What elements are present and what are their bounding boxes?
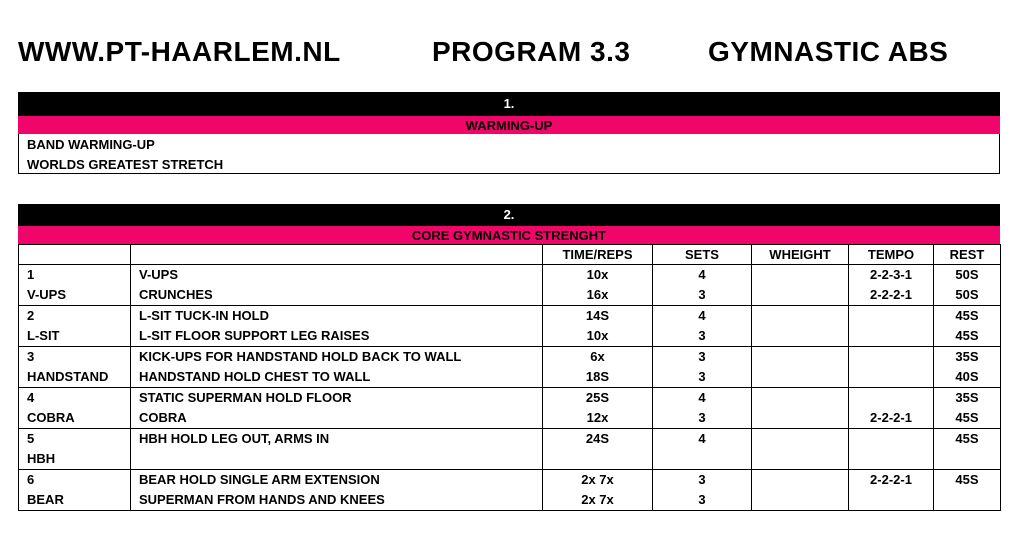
program-subject: GYMNASTIC ABS xyxy=(708,36,949,67)
table-cell: 14S xyxy=(543,306,653,327)
table-cell: 16x xyxy=(543,285,653,306)
table-cell: 3 xyxy=(653,470,752,491)
table-cell: COBRA xyxy=(131,408,543,429)
table-row xyxy=(19,265,1001,286)
table-cell: 3 xyxy=(653,326,752,347)
table-row xyxy=(19,470,1001,491)
table-cell xyxy=(653,449,752,470)
section-warming-up xyxy=(18,92,1000,174)
table-cell: 40S xyxy=(934,367,1001,388)
list-item: WORLDS GREATEST STRETCH xyxy=(27,157,224,172)
table-cell xyxy=(752,285,849,306)
table-cell: 3 xyxy=(653,367,752,388)
table-cell: HANDSTAND xyxy=(19,367,131,388)
table-cell: 35S xyxy=(934,347,1001,368)
table-cell: 10x xyxy=(543,326,653,347)
section-title: WARMING-UP xyxy=(18,116,1000,134)
table-cell xyxy=(752,265,849,286)
table-cell: 25S xyxy=(543,388,653,409)
table-cell xyxy=(131,449,543,470)
table-cell: CRUNCHES xyxy=(131,285,543,306)
table-cell: 18S xyxy=(543,367,653,388)
table-cell: KICK-UPS FOR HANDSTAND HOLD BACK TO WALL xyxy=(131,347,543,368)
table-cell xyxy=(752,449,849,470)
column-header: REST xyxy=(934,245,1001,265)
table-row xyxy=(19,347,1001,368)
table-row xyxy=(19,388,1001,409)
table-row xyxy=(19,367,1001,388)
table-cell xyxy=(543,449,653,470)
table-cell xyxy=(849,449,934,470)
table-cell xyxy=(752,306,849,327)
table-cell: 5 xyxy=(19,429,131,450)
table-cell xyxy=(752,347,849,368)
table-cell: BEAR xyxy=(19,490,131,511)
table-cell: HANDSTAND HOLD CHEST TO WALL xyxy=(131,367,543,388)
table-cell: 4 xyxy=(653,429,752,450)
section-core xyxy=(18,204,1000,511)
table-row xyxy=(19,490,1001,511)
table-cell: BEAR HOLD SINGLE ARM EXTENSION xyxy=(131,470,543,491)
column-header: SETS xyxy=(653,245,752,265)
column-header xyxy=(19,245,131,265)
table-cell xyxy=(849,347,934,368)
section-number: 1. xyxy=(18,92,1000,116)
site-url: WWW.PT-HAARLEM.NL xyxy=(18,36,341,67)
table-cell: 45S xyxy=(934,326,1001,347)
table-cell: 50S xyxy=(934,265,1001,286)
section-number: 2. xyxy=(18,204,1000,226)
table-cell: HBH HOLD LEG OUT, ARMS IN xyxy=(131,429,543,450)
table-cell: 2x 7x xyxy=(543,470,653,491)
table-cell: COBRA xyxy=(19,408,131,429)
table-cell: 2-2-2-1 xyxy=(849,285,934,306)
table-cell: 10x xyxy=(543,265,653,286)
warmup-list xyxy=(18,134,1000,174)
table-cell: 4 xyxy=(653,265,752,286)
table-cell: 24S xyxy=(543,429,653,450)
table-cell: 45S xyxy=(934,408,1001,429)
table-cell: STATIC SUPERMAN HOLD FLOOR xyxy=(131,388,543,409)
table-cell: 3 xyxy=(653,347,752,368)
column-header: WHEIGHT xyxy=(752,245,849,265)
table-cell: SUPERMAN FROM HANDS AND KNEES xyxy=(131,490,543,511)
table-cell: V-UPS xyxy=(131,265,543,286)
table-cell xyxy=(752,470,849,491)
table-cell: 12x xyxy=(543,408,653,429)
table-cell xyxy=(752,326,849,347)
column-header: TIME/REPS xyxy=(543,245,653,265)
table-cell: 50S xyxy=(934,285,1001,306)
table-row xyxy=(19,326,1001,347)
table-cell: L-SIT xyxy=(19,326,131,347)
column-header xyxy=(131,245,543,265)
table-cell: 45S xyxy=(934,429,1001,450)
table-row xyxy=(19,408,1001,429)
table-cell xyxy=(934,449,1001,470)
table-cell xyxy=(849,306,934,327)
table-cell: 2x 7x xyxy=(543,490,653,511)
table-cell: 3 xyxy=(653,408,752,429)
table-cell xyxy=(752,429,849,450)
table-cell: 45S xyxy=(934,470,1001,491)
table-cell xyxy=(934,490,1001,511)
table-cell xyxy=(752,408,849,429)
table-cell: 3 xyxy=(19,347,131,368)
program-name: PROGRAM 3.3 xyxy=(432,36,631,67)
table-cell: 3 xyxy=(653,490,752,511)
table-cell xyxy=(849,429,934,450)
section-title: CORE GYMNASTIC STRENGHT xyxy=(18,226,1000,244)
table-cell xyxy=(752,490,849,511)
table-cell xyxy=(849,326,934,347)
table-row xyxy=(19,449,1001,470)
table-cell: 35S xyxy=(934,388,1001,409)
column-header: TEMPO xyxy=(849,245,934,265)
table-cell: L-SIT TUCK-IN HOLD xyxy=(131,306,543,327)
table-cell: 4 xyxy=(19,388,131,409)
table-cell xyxy=(849,490,934,511)
table-cell: 2 xyxy=(19,306,131,327)
table-cell: 2-2-2-1 xyxy=(849,408,934,429)
table-cell xyxy=(849,388,934,409)
table-cell: 4 xyxy=(653,306,752,327)
table-cell: 4 xyxy=(653,388,752,409)
table-cell: 1 xyxy=(19,265,131,286)
table-cell xyxy=(849,367,934,388)
table-cell: 6x xyxy=(543,347,653,368)
page-title xyxy=(18,36,1008,72)
table-cell: 3 xyxy=(653,285,752,306)
table-row xyxy=(19,429,1001,450)
exercise-table xyxy=(18,244,1001,511)
table-cell: L-SIT FLOOR SUPPORT LEG RAISES xyxy=(131,326,543,347)
table-cell: V-UPS xyxy=(19,285,131,306)
table-cell: 2-2-3-1 xyxy=(849,265,934,286)
table-cell xyxy=(752,388,849,409)
list-item: BAND WARMING-UP xyxy=(27,137,155,152)
table-header-row xyxy=(19,245,1001,265)
table-cell xyxy=(752,367,849,388)
table-cell: 6 xyxy=(19,470,131,491)
table-cell: HBH xyxy=(19,449,131,470)
table-row xyxy=(19,285,1001,306)
table-cell: 2-2-2-1 xyxy=(849,470,934,491)
table-cell: 45S xyxy=(934,306,1001,327)
table-row xyxy=(19,306,1001,327)
